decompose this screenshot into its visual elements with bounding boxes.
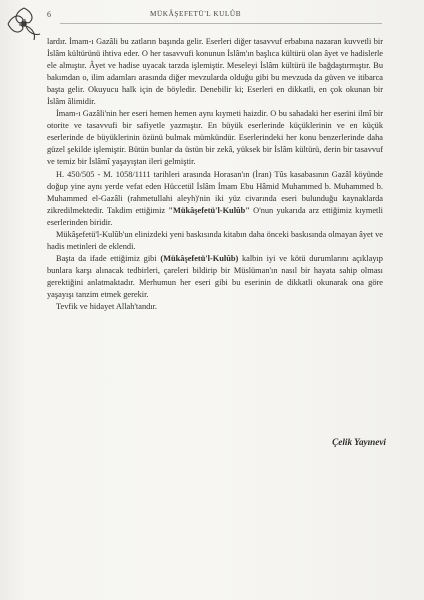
header-rule: [60, 23, 382, 24]
paragraph-2: İmam-ı Gazâli'nin her eseri hemen hemen aynı kıymeti haizdir. O bu sahadaki her eserini ilmî bir otorite ve tasavvufi bir safiyetle yazmıştır. En büyük eserlerinde küçüklerinin ve en küçük eserlerinde de büyüklerinin özünü bulmak mümkündür. Eserlerindeki her konu benzerlerinde daha güzel şekilde işlemiştir. Bütün bunlar da üstün bir zekâ, yüksek bir İslâm kültürü, derin bir tasavvuf ve temiz bir İslâmî yaşayıştan ileri gelmiştir.: [47, 109, 383, 167]
publisher-signature: Çelik Yayınevi: [332, 437, 386, 447]
body-text: [47, 36, 383, 313]
paragraph-5-text-after: kalbin iyi ve kötü durumlarını açıklayıp bunlara karşı alınacak tedbirleri, çareleri bildirip bir Müslüman'ın nasıl bir hayata sahip olması gerektiğini anlatmaktadır. Merhumun her eseri gibi bu eserinin de dikkatli okunarak ona göre yaşayışı tanzim etmek gerekir.: [47, 253, 383, 299]
page-number: 6: [47, 10, 51, 19]
book-title-bold-2: (Mükâşefetü'l-Kulûb): [160, 253, 239, 263]
book-title-bold: "Mükâşefetü'l-Kulûb": [168, 205, 250, 215]
floral-ornament-icon: [4, 4, 44, 44]
paragraph-1: lardır. İmam-ı Gazâli bu zatların başında gelir. Eserleri diğer tasavvuf erbabına nazaran kuvvetli bir İslâm kültürünü ihtiva eder. O her tasavvufi konunun İslâm'ın başlıca kültürü olan âyet ve hadislerle ele almıştır. Âyet ve hadise uyacak tarzda işlemiştir. Meseleyi İslâm kültürü ile bağdaştırmıştır. Bu bakımdan o, ilim adamları arasında diğer mevzularda olduğu gibi bu mevzuda da güven ve itibarca başta gelir. Okuyucu halk için de böyledir. Denebilir ki; Eserleri en dikkatli, en çok okunan bir İslâm âlimidir.: [47, 37, 383, 107]
paragraph-3-text-before: H. 450/505 - M. 1058/1111 tarihleri arasında Horasan'ın (İran) Tûs kasabasının Gazâl köyünde doğup yine aynı yerde vefat eden Hüccetül İslâm İmam Ebu Hâmid Muhammed b. Muhammed b. Muhammed el-Gazâli (rahmetullahi aleyh)'nin iki yüz civarında eseri bulunduğu kaynaklarda zikredilmektedir. Takdim ettiğimiz: [47, 169, 383, 215]
paragraph-5: [47, 253, 383, 301]
paragraph-6: Tevfik ve hidayet Allah'tandır.: [56, 302, 158, 312]
paragraph-5-text-before: Başta da ifade ettiğimiz gibi: [56, 253, 161, 263]
paragraph-3: [47, 169, 383, 229]
paragraph-4: Mükâşefetü'l-Kulûb'un elinizdeki yeni baskısında kitabın daha önceki baskısında olmayan âyet ve hadis metinleri de eklendi.: [47, 229, 383, 251]
running-head: MÜKÂŞEFETÜ'L KULÛB: [150, 10, 242, 18]
paragraph-3-text-after: O'nun yukarıda arz ettiğimiz kıymetli eserlerinden biridir.: [47, 205, 383, 227]
